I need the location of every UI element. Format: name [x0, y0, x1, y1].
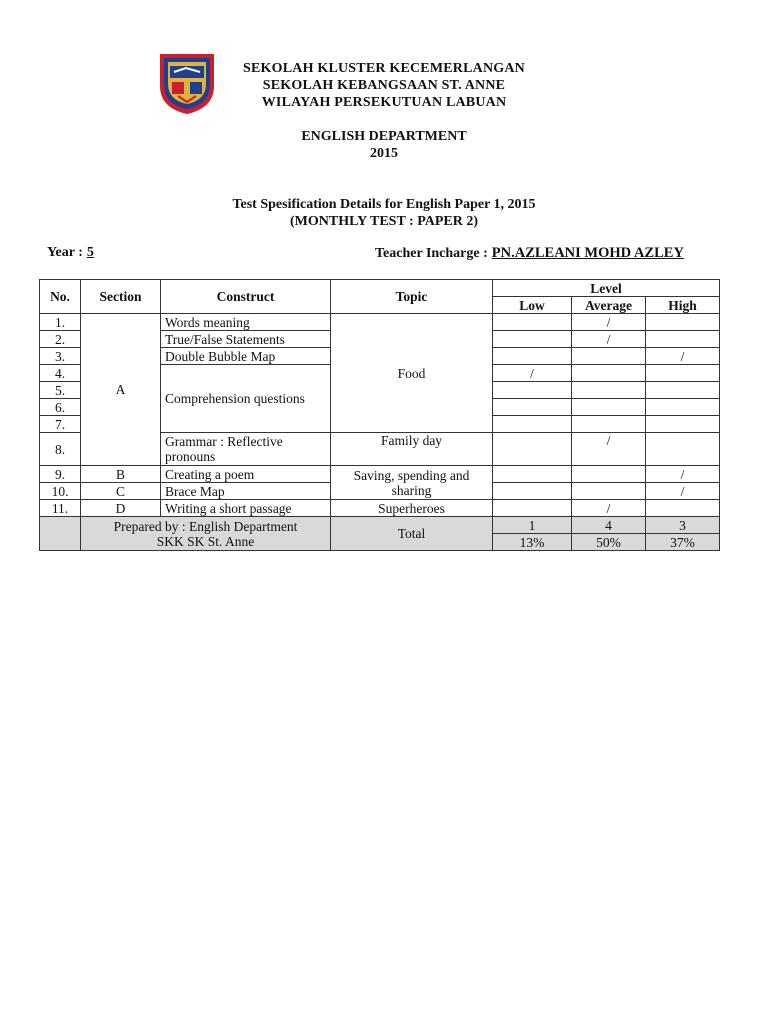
school-line-3: WILAYAH PERSEKUTUAN LABUAN [261, 95, 507, 110]
average-cell [572, 483, 646, 500]
table-row [40, 314, 720, 331]
high-cell: / [646, 466, 720, 483]
high-cell: / [646, 348, 720, 365]
prepared-line-2: SKK SK St. Anne [156, 533, 255, 549]
high-cell [646, 399, 720, 416]
header-no: No. [40, 280, 81, 314]
topic-family-day: Family day [331, 433, 493, 466]
high-cell [646, 382, 720, 399]
header-low: Low [493, 297, 572, 314]
low-cell [493, 483, 572, 500]
high-cell: / [646, 483, 720, 500]
construct-cell: Grammar : Reflective pronouns [161, 433, 331, 466]
footer-blank [40, 517, 81, 551]
average-cell [572, 382, 646, 399]
footer-row [40, 517, 720, 534]
document-title-block [150, 196, 618, 230]
row-no: 5. [40, 382, 81, 399]
row-no: 3. [40, 348, 81, 365]
row-no: 9. [40, 466, 81, 483]
topic-saving: Saving, spending and sharing [331, 466, 493, 500]
high-cell [646, 314, 720, 331]
low-cell [493, 500, 572, 517]
header-average: Average [572, 297, 646, 314]
document-title: Test Spesification Details for English Paper 1, 2015 [232, 197, 536, 212]
department-block [200, 128, 568, 162]
average-cell: / [572, 500, 646, 517]
total-average-percent: 50% [572, 534, 646, 551]
low-cell [493, 433, 572, 466]
high-cell [646, 433, 720, 466]
year-info [47, 245, 94, 261]
table-row [40, 466, 720, 483]
low-cell [493, 466, 572, 483]
row-no: 8. [40, 433, 81, 466]
prepared-line-1: Prepared by : English Department [113, 518, 298, 534]
department-year: 2015 [370, 146, 398, 161]
topic-superheroes: Superheroes [331, 500, 493, 517]
header-row [40, 280, 720, 297]
average-cell [572, 365, 646, 382]
high-cell [646, 416, 720, 433]
total-high-count: 3 [646, 517, 720, 534]
row-no: 2. [40, 331, 81, 348]
total-high-percent: 37% [646, 534, 720, 551]
average-cell [572, 399, 646, 416]
high-cell [646, 365, 720, 382]
construct-cell: Creating a poem [161, 466, 331, 483]
row-no: 11. [40, 500, 81, 517]
total-low-count: 1 [493, 517, 572, 534]
year-value: 5 [86, 245, 94, 260]
row-no: 10. [40, 483, 81, 500]
row-no: 1. [40, 314, 81, 331]
row-no: 4. [40, 365, 81, 382]
low-cell [493, 331, 572, 348]
section-b: B [81, 466, 161, 483]
construct-cell: Double Bubble Map [161, 348, 331, 365]
low-cell [493, 314, 572, 331]
low-cell [493, 399, 572, 416]
department-name: ENGLISH DEPARTMENT [301, 129, 467, 144]
construct-cell: Words meaning [161, 314, 331, 331]
specification-table [39, 279, 720, 551]
average-cell: / [572, 433, 646, 466]
header-high: High [646, 297, 720, 314]
average-cell [572, 416, 646, 433]
low-cell: / [493, 365, 572, 382]
header-construct: Construct [161, 280, 331, 314]
total-average-count: 4 [572, 517, 646, 534]
row-no: 7. [40, 416, 81, 433]
school-line-2: SEKOLAH KEBANGSAAN ST. ANNE [262, 78, 506, 93]
teacher-label: Teacher Incharge : [375, 246, 488, 261]
average-cell: / [572, 314, 646, 331]
low-cell [493, 416, 572, 433]
section-c: C [81, 483, 161, 500]
total-label: Total [331, 517, 493, 551]
low-cell [493, 348, 572, 365]
header-level: Level [493, 280, 720, 297]
topic-food: Food [331, 314, 493, 433]
high-cell [646, 331, 720, 348]
average-cell [572, 466, 646, 483]
teacher-info [375, 245, 684, 262]
prepared-by [81, 517, 331, 551]
section-a: A [81, 314, 161, 466]
row-no: 6. [40, 399, 81, 416]
average-cell: / [572, 331, 646, 348]
table-row [40, 500, 720, 517]
document-subtitle: (MONTHLY TEST : PAPER 2) [290, 214, 478, 229]
low-cell [493, 382, 572, 399]
year-label: Year : [47, 245, 83, 260]
construct-cell: Writing a short passage [161, 500, 331, 517]
high-cell [646, 500, 720, 517]
school-name-block [200, 60, 568, 111]
teacher-value: PN.AZLEANI MOHD AZLEY [491, 245, 684, 261]
school-line-1: SEKOLAH KLUSTER KECEMERLANGAN [243, 61, 525, 76]
average-cell [572, 348, 646, 365]
section-d: D [81, 500, 161, 517]
construct-cell: Comprehension questions [161, 365, 331, 433]
construct-cell: True/False Statements [161, 331, 331, 348]
header-section: Section [81, 280, 161, 314]
header-topic: Topic [331, 280, 493, 314]
total-low-percent: 13% [493, 534, 572, 551]
construct-cell: Brace Map [161, 483, 331, 500]
